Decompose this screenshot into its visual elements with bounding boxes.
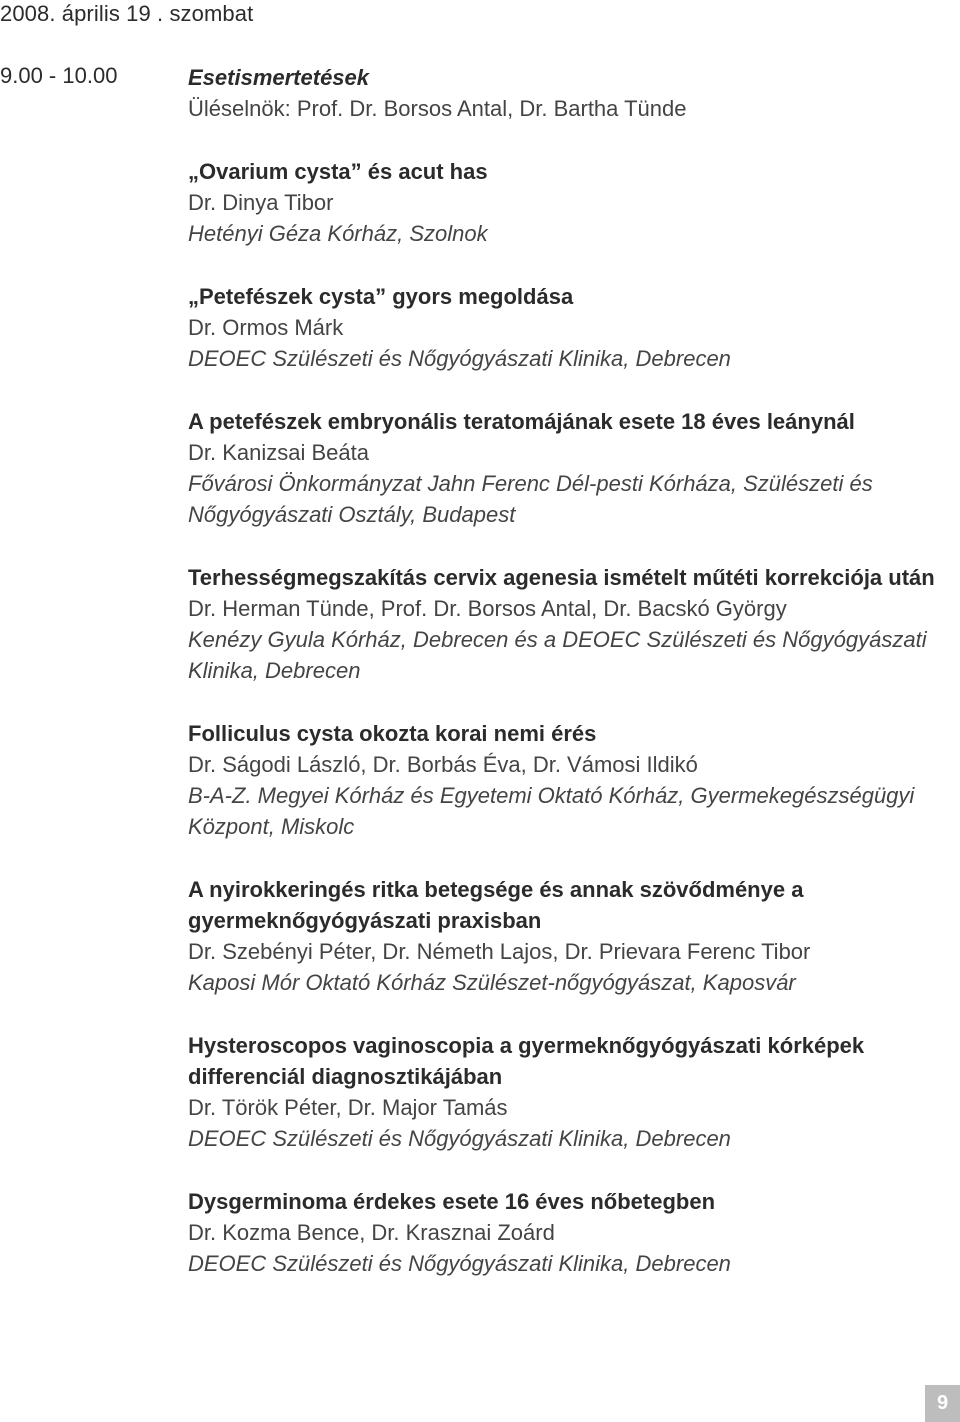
session-content (188, 62, 958, 1279)
talk-institution: B-A-Z. Megyei Kórház és Egyetemi Oktató Kórház, Gyermekegészségügyi Központ, Miskolc (188, 783, 915, 839)
talk-item (188, 562, 958, 686)
talk-institution: DEOEC Szülészeti és Nőgyógyászati Klinika, Debrecen (188, 1251, 731, 1276)
talk-item (188, 1186, 958, 1279)
talk-authors: Dr. Kanizsai Beáta (188, 440, 369, 465)
talk-authors: Dr. Ormos Márk (188, 315, 344, 340)
talk-title: Folliculus cysta okozta korai nemi érés (188, 721, 597, 746)
talk-item (188, 1030, 958, 1154)
talk-item (188, 281, 958, 374)
talk-item (188, 718, 958, 842)
page-date-header: 2008. április 19 . szombat (0, 1, 254, 26)
talk-institution: Hetényi Géza Kórház, Szolnok (188, 221, 488, 246)
talk-authors: Dr. Szebényi Péter, Dr. Németh Lajos, Dr. Prievara Ferenc Tibor (188, 939, 811, 964)
talk-institution: DEOEC Szülészeti és Nőgyógyászati Klinika, Debrecen (188, 1126, 731, 1151)
talk-institution: Kaposi Mór Oktató Kórház Szülészet-nőgyógyászat, Kaposvár (188, 970, 796, 995)
talk-institution: Kenézy Gyula Kórház, Debrecen és a DEOEC Szülészeti és Nőgyógyászati Klinika, Debrecen (188, 627, 927, 683)
talk-title: A nyirokkeringés ritka betegsége és annak szövődménye a gyermeknőgyógyászati praxisban (188, 877, 804, 933)
talk-authors: Dr. Dinya Tibor (188, 190, 334, 215)
session-time: 9.00 - 10.00 (0, 63, 118, 88)
talk-item (188, 406, 958, 530)
talk-authors: Dr. Herman Tünde, Prof. Dr. Borsos Antal, Dr. Bacskó György (188, 596, 787, 621)
talk-title: Hysteroscopos vaginoscopia a gyermeknőgyógyászati kórképek differenciál diagnosztikájában (188, 1033, 865, 1089)
talk-authors: Dr. Ságodi László, Dr. Borbás Éva, Dr. Vámosi Ildikó (188, 752, 698, 777)
talk-title: „Petefészek cysta” gyors megoldása (188, 284, 574, 309)
talk-institution: Fővárosi Önkormányzat Jahn Ferenc Dél-pesti Kórháza, Szülészeti és Nőgyógyászati Osztály, Budapest (188, 471, 873, 527)
talk-item (188, 874, 958, 998)
talk-authors: Dr. Török Péter, Dr. Major Tamás (188, 1095, 508, 1120)
talk-authors: Dr. Kozma Bence, Dr. Krasznai Zoárd (188, 1220, 555, 1245)
session-chairs: Üléselnök: Prof. Dr. Borsos Antal, Dr. Bartha Tünde (188, 96, 687, 121)
talk-institution: DEOEC Szülészeti és Nőgyógyászati Klinika, Debrecen (188, 346, 731, 371)
page-number-badge: 9 (925, 1385, 960, 1422)
talk-title: A petefészek embryonális teratomájának esete 18 éves leánynál (188, 409, 855, 434)
session-title: Esetismertetések (188, 65, 370, 90)
talk-title: Terhességmegszakítás cervix agenesia ismételt műtéti korrekciója után (188, 565, 935, 590)
talk-title: Dysgerminoma érdekes esete 16 éves nőbetegben (188, 1189, 716, 1214)
talk-item (188, 156, 958, 249)
talk-title: „Ovarium cysta” és acut has (188, 159, 488, 184)
